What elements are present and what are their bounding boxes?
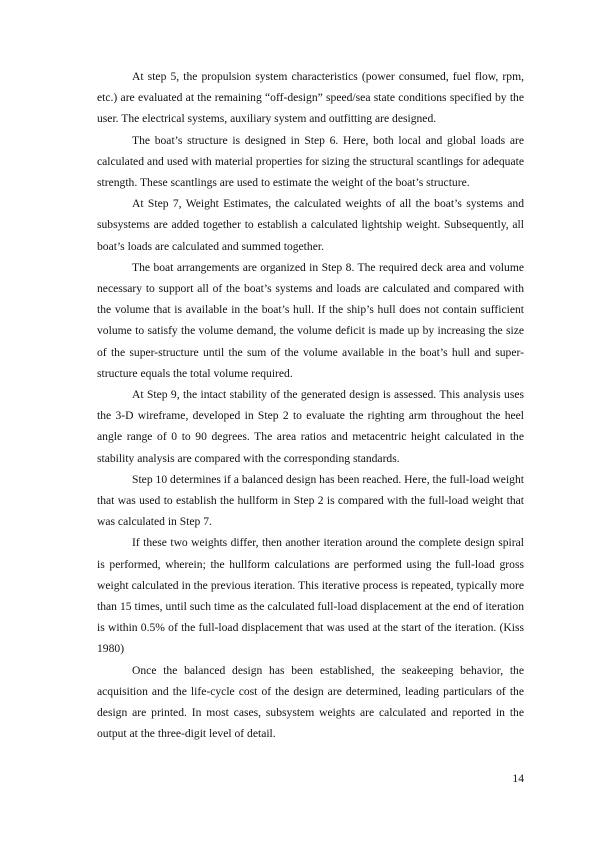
paragraph-iteration: If these two weights differ, then another iteration around the complete design spiral is performed, wherein; the hullform calculations are performed using the full-load gross weight calculated in the previous iteration. This iterative process is repeated, typically more than 15 times, until such time as the calculated full-load displacement at the end of iteration is within 0.5% of the full-load displacement that was used at the start of the iteration. (Kiss 1980) bbox=[97, 536, 524, 656]
paragraph-balanced-design: Once the balanced design has been established, the seakeeping behavior, the acquisition and the life-cycle cost of the design are determined, leading particulars of the design are printed. In most cases, subsystem weights are calculated and reported in the output at the three-digit level of detail. bbox=[97, 663, 524, 741]
page-number: 14 bbox=[512, 772, 524, 785]
paragraph-step-9: At Step 9, the intact stability of the generated design is assessed. This analysis uses the 3-D wireframe, developed in Step 2 to evaluate the righting arm throughout the heel angle range of 0 to 90 degrees. The area ratios and metacentric height calculated in the stability analysis are compared with the corresponding standards. bbox=[97, 388, 524, 465]
paragraph-step-8: The boat arrangements are organized in Step 8. The required deck area and volume necessary to support all of the boat’s systems and loads are calculated and compared with the volume that is available in the boat’s hull. If the ship’s hull does not contain sufficient volume to satisfy the volume demand, the volume deficit is made up by increasing the size of the super-structure until the sum of the volume available in the boat’s hull and super-structure equals the total volume required. bbox=[97, 260, 524, 380]
paragraph-step-6: The boat’s structure is designed in Step 6. Here, both local and global loads are calculated and used with material properties for sizing the structural scantlings for adequate strength. These scantlings are used to estimate the weight of the boat’s structure. bbox=[97, 133, 524, 190]
paragraph-step-10: Step 10 determines if a balanced design has been reached. Here, the full-load weight that was used to establish the hullform in Step 2 is compared with the full-load weight that was calculated in Step 7. bbox=[97, 472, 524, 529]
paragraph-step-7: At Step 7, Weight Estimates, the calculated weights of all the boat’s systems and subsystems are added together to establish a calculated lightship weight. Subsequently, all boat’s loads are calculated and summed together. bbox=[97, 197, 524, 253]
paragraph-step-5: At step 5, the propulsion system characteristics (power consumed, fuel flow, rpm, etc.) are evaluated at the remaining “off-design” speed/sea state conditions specified by the user. The electrical systems, auxiliary system and outfitting are designed. bbox=[97, 70, 524, 126]
body-text bbox=[97, 66, 524, 745]
